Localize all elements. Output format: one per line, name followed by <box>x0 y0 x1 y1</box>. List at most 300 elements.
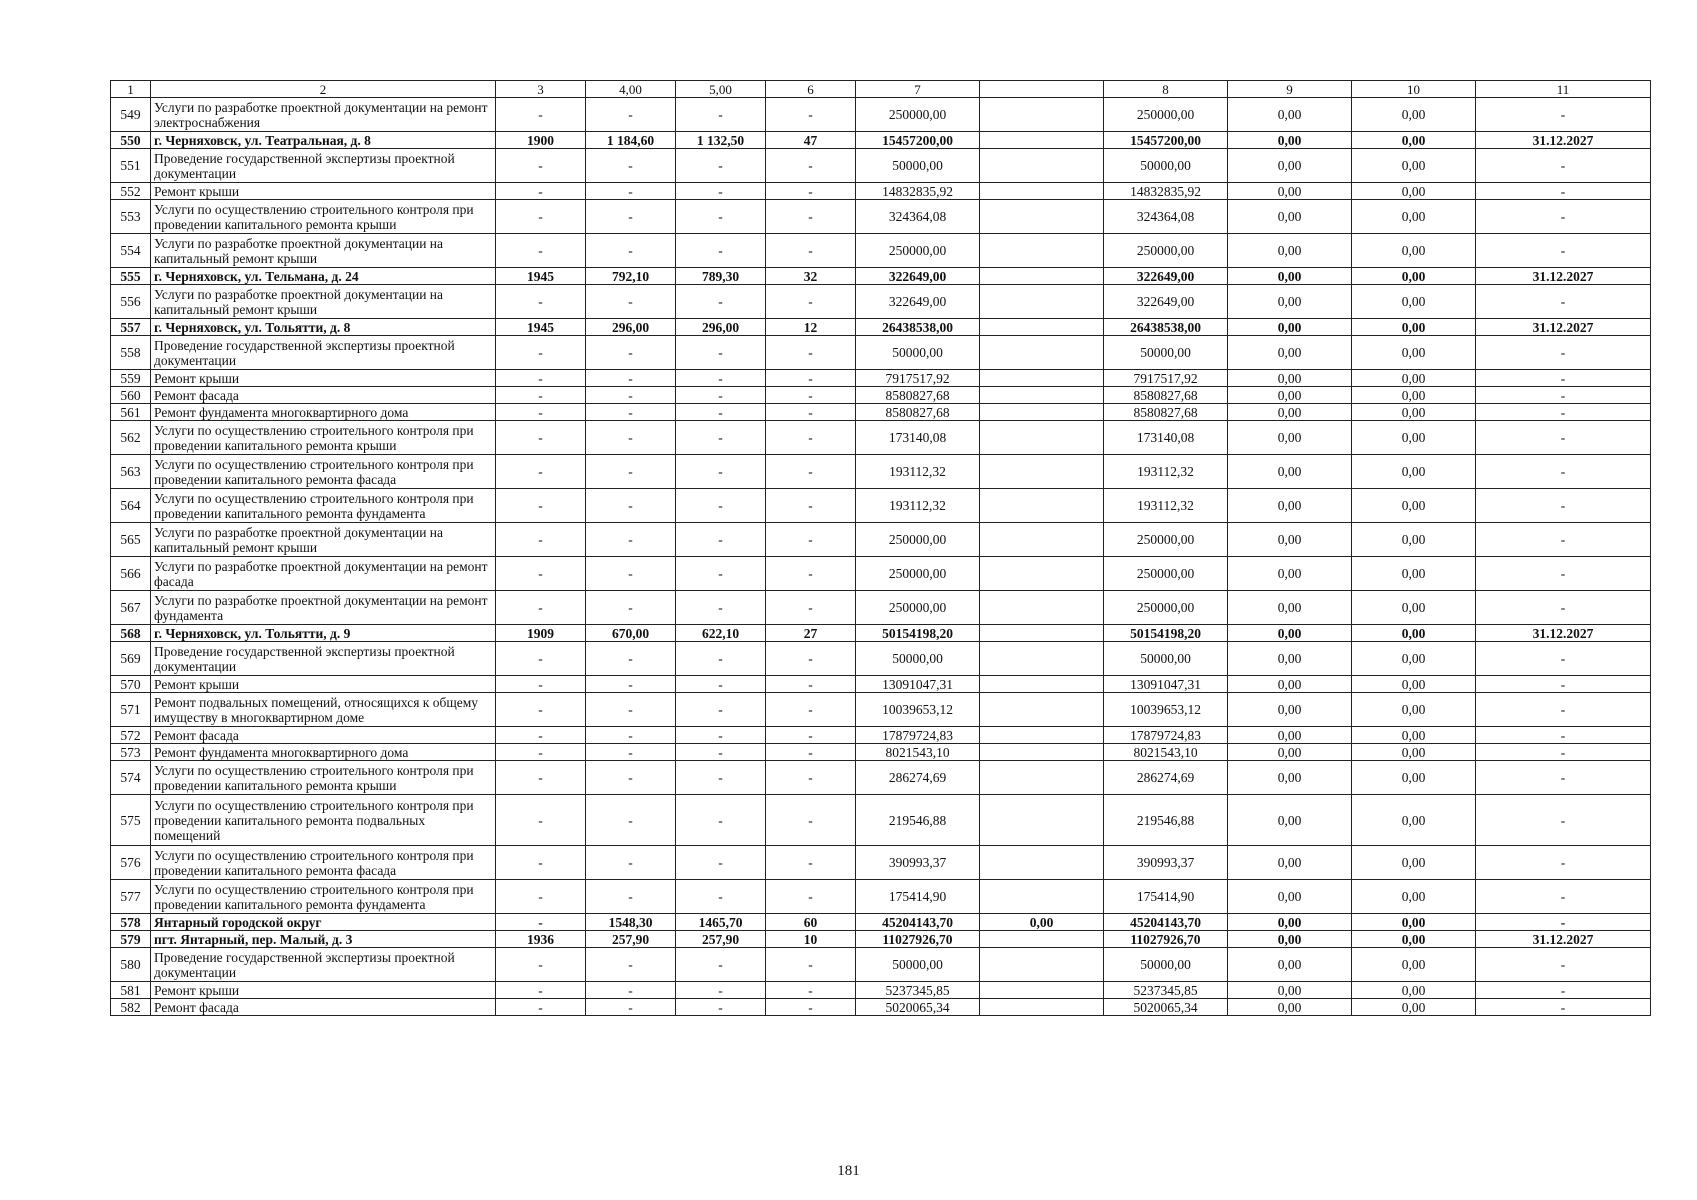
cell-row-number: 563 <box>111 455 151 489</box>
cell-col-11: - <box>1476 744 1651 761</box>
cell-row-number: 560 <box>111 387 151 404</box>
cell-col-7b <box>980 591 1104 625</box>
table-row <box>111 642 1651 676</box>
cell-col-8: 193112,32 <box>1104 455 1228 489</box>
cell-col-10: 0,00 <box>1352 200 1476 234</box>
cell-col-7: 50000,00 <box>856 948 980 982</box>
cell-col-5: - <box>676 727 766 744</box>
cell-col-9: 0,00 <box>1228 999 1352 1016</box>
table-row <box>111 268 1651 285</box>
cell-col-7: 50000,00 <box>856 336 980 370</box>
cell-col-8: 390993,37 <box>1104 846 1228 880</box>
cell-col-11: 31.12.2027 <box>1476 625 1651 642</box>
cell-col-6: - <box>766 370 856 387</box>
cell-col-9: 0,00 <box>1228 982 1352 999</box>
column-header: 2 <box>151 81 496 98</box>
column-header: 5,00 <box>676 81 766 98</box>
cell-col-10: 0,00 <box>1352 880 1476 914</box>
cell-item-name: Ремонт фасада <box>151 387 496 404</box>
cell-col-5: - <box>676 421 766 455</box>
cell-item-name: Проведение государственной экспертизы проектной документации <box>151 336 496 370</box>
cell-row-number: 557 <box>111 319 151 336</box>
cell-col-3: - <box>496 557 586 591</box>
table-row <box>111 132 1651 149</box>
cell-col-4: - <box>586 591 676 625</box>
column-header: 7 <box>856 81 980 98</box>
cell-col-5: - <box>676 200 766 234</box>
cell-item-name: Ремонт фасада <box>151 727 496 744</box>
cell-item-name: Услуги по осуществлению строительного контроля при проведении капитального ремонта крыши <box>151 421 496 455</box>
cell-col-10: 0,00 <box>1352 285 1476 319</box>
cell-col-4: - <box>586 948 676 982</box>
cell-col-7b <box>980 421 1104 455</box>
cell-col-11: - <box>1476 149 1651 183</box>
cell-col-9: 0,00 <box>1228 693 1352 727</box>
cell-col-3: 1945 <box>496 268 586 285</box>
table-body <box>111 81 1651 1016</box>
cell-col-8: 50000,00 <box>1104 149 1228 183</box>
cell-col-8: 250000,00 <box>1104 591 1228 625</box>
cell-col-9: 0,00 <box>1228 234 1352 268</box>
cell-col-6: - <box>766 455 856 489</box>
cell-col-7b <box>980 846 1104 880</box>
cell-col-7: 173140,08 <box>856 421 980 455</box>
cell-col-9: 0,00 <box>1228 455 1352 489</box>
cell-item-name: Ремонт фасада <box>151 999 496 1016</box>
cell-col-10: 0,00 <box>1352 914 1476 931</box>
cell-col-7: 219546,88 <box>856 795 980 846</box>
cell-col-7: 8021543,10 <box>856 744 980 761</box>
column-header: 11 <box>1476 81 1651 98</box>
cell-col-10: 0,00 <box>1352 387 1476 404</box>
cell-col-11: - <box>1476 642 1651 676</box>
cell-row-number: 554 <box>111 234 151 268</box>
cell-col-8: 219546,88 <box>1104 795 1228 846</box>
cell-col-3: - <box>496 761 586 795</box>
cell-col-11: - <box>1476 455 1651 489</box>
cell-col-7b <box>980 982 1104 999</box>
cell-col-3: - <box>496 948 586 982</box>
cell-col-6: - <box>766 234 856 268</box>
cell-col-3: - <box>496 727 586 744</box>
cell-col-6: - <box>766 761 856 795</box>
cell-col-7: 250000,00 <box>856 591 980 625</box>
capital-repair-table <box>110 80 1651 1016</box>
column-header: 4,00 <box>586 81 676 98</box>
cell-col-7: 17879724,83 <box>856 727 980 744</box>
cell-col-4: - <box>586 880 676 914</box>
cell-col-4: - <box>586 183 676 200</box>
cell-col-5: - <box>676 98 766 132</box>
cell-col-8: 250000,00 <box>1104 523 1228 557</box>
cell-col-4: - <box>586 336 676 370</box>
table-row <box>111 200 1651 234</box>
cell-col-11: 31.12.2027 <box>1476 132 1651 149</box>
cell-col-11: - <box>1476 761 1651 795</box>
cell-col-5: 1465,70 <box>676 914 766 931</box>
cell-col-4: - <box>586 693 676 727</box>
cell-col-4: 792,10 <box>586 268 676 285</box>
cell-col-3: - <box>496 693 586 727</box>
cell-row-number: 558 <box>111 336 151 370</box>
cell-col-9: 0,00 <box>1228 795 1352 846</box>
cell-col-6: - <box>766 948 856 982</box>
cell-col-10: 0,00 <box>1352 319 1476 336</box>
cell-col-8: 250000,00 <box>1104 234 1228 268</box>
column-number-row <box>111 81 1651 98</box>
cell-col-9: 0,00 <box>1228 727 1352 744</box>
cell-col-10: 0,00 <box>1352 948 1476 982</box>
table-row <box>111 234 1651 268</box>
cell-col-6: 12 <box>766 319 856 336</box>
cell-col-3: - <box>496 489 586 523</box>
cell-col-11: - <box>1476 183 1651 200</box>
cell-row-number: 564 <box>111 489 151 523</box>
cell-col-6: - <box>766 846 856 880</box>
cell-col-11: - <box>1476 727 1651 744</box>
cell-col-11: - <box>1476 982 1651 999</box>
cell-col-3: 1909 <box>496 625 586 642</box>
cell-col-3: - <box>496 234 586 268</box>
table-row <box>111 149 1651 183</box>
cell-col-7b <box>980 370 1104 387</box>
cell-col-7b <box>980 999 1104 1016</box>
cell-col-7: 45204143,70 <box>856 914 980 931</box>
cell-col-7: 10039653,12 <box>856 693 980 727</box>
cell-item-name: Ремонт фундамента многоквартирного дома <box>151 404 496 421</box>
cell-col-9: 0,00 <box>1228 761 1352 795</box>
cell-col-8: 8580827,68 <box>1104 404 1228 421</box>
cell-col-7b <box>980 744 1104 761</box>
cell-col-7b <box>980 523 1104 557</box>
cell-col-7b <box>980 795 1104 846</box>
cell-col-9: 0,00 <box>1228 489 1352 523</box>
cell-col-7b <box>980 149 1104 183</box>
cell-col-8: 50154198,20 <box>1104 625 1228 642</box>
cell-item-name: Услуги по разработке проектной документации на капитальный ремонт крыши <box>151 285 496 319</box>
table-row <box>111 183 1651 200</box>
cell-item-name: Услуги по осуществлению строительного контроля при проведении капитального ремонта фасада <box>151 846 496 880</box>
cell-col-3: 1900 <box>496 132 586 149</box>
cell-col-5: - <box>676 455 766 489</box>
cell-col-7b <box>980 557 1104 591</box>
cell-col-3: - <box>496 642 586 676</box>
cell-col-7: 390993,37 <box>856 846 980 880</box>
cell-col-6: 27 <box>766 625 856 642</box>
cell-col-8: 8021543,10 <box>1104 744 1228 761</box>
cell-item-name: Услуги по разработке проектной документации на капитальный ремонт крыши <box>151 523 496 557</box>
cell-col-11: - <box>1476 880 1651 914</box>
cell-col-4: 670,00 <box>586 625 676 642</box>
table-row <box>111 319 1651 336</box>
table-row <box>111 948 1651 982</box>
cell-col-6: - <box>766 591 856 625</box>
cell-col-7: 193112,32 <box>856 455 980 489</box>
cell-col-7b <box>980 676 1104 693</box>
cell-col-4: - <box>586 404 676 421</box>
cell-row-number: 552 <box>111 183 151 200</box>
cell-col-4: - <box>586 727 676 744</box>
cell-col-4: - <box>586 761 676 795</box>
cell-col-5: - <box>676 557 766 591</box>
cell-col-3: - <box>496 744 586 761</box>
cell-col-4: 296,00 <box>586 319 676 336</box>
cell-col-10: 0,00 <box>1352 744 1476 761</box>
cell-col-11: - <box>1476 914 1651 931</box>
cell-col-7: 250000,00 <box>856 557 980 591</box>
cell-col-9: 0,00 <box>1228 132 1352 149</box>
cell-col-10: 0,00 <box>1352 404 1476 421</box>
cell-col-4: - <box>586 999 676 1016</box>
cell-col-9: 0,00 <box>1228 285 1352 319</box>
cell-col-10: 0,00 <box>1352 931 1476 948</box>
cell-col-6: - <box>766 336 856 370</box>
cell-col-5: 622,10 <box>676 625 766 642</box>
cell-col-11: - <box>1476 591 1651 625</box>
cell-col-7b <box>980 319 1104 336</box>
cell-col-7: 322649,00 <box>856 285 980 319</box>
cell-col-4: - <box>586 149 676 183</box>
cell-col-10: 0,00 <box>1352 149 1476 183</box>
cell-row-number: 553 <box>111 200 151 234</box>
cell-col-8: 15457200,00 <box>1104 132 1228 149</box>
cell-col-9: 0,00 <box>1228 336 1352 370</box>
cell-col-7: 250000,00 <box>856 234 980 268</box>
table-row <box>111 693 1651 727</box>
cell-col-10: 0,00 <box>1352 591 1476 625</box>
table-row <box>111 489 1651 523</box>
cell-item-name: Ремонт крыши <box>151 982 496 999</box>
cell-col-10: 0,00 <box>1352 234 1476 268</box>
cell-col-11: - <box>1476 999 1651 1016</box>
cell-col-5: - <box>676 523 766 557</box>
cell-col-10: 0,00 <box>1352 625 1476 642</box>
cell-col-3: - <box>496 421 586 455</box>
cell-col-6: - <box>766 523 856 557</box>
cell-col-11: - <box>1476 387 1651 404</box>
column-header: 6 <box>766 81 856 98</box>
cell-col-7b <box>980 336 1104 370</box>
cell-row-number: 582 <box>111 999 151 1016</box>
cell-col-7b: 0,00 <box>980 914 1104 931</box>
table-row <box>111 370 1651 387</box>
cell-row-number: 565 <box>111 523 151 557</box>
cell-col-7: 5237345,85 <box>856 982 980 999</box>
cell-col-5: - <box>676 846 766 880</box>
cell-col-5: - <box>676 183 766 200</box>
cell-col-7: 286274,69 <box>856 761 980 795</box>
cell-col-11: - <box>1476 336 1651 370</box>
cell-col-3: - <box>496 914 586 931</box>
cell-col-8: 17879724,83 <box>1104 727 1228 744</box>
cell-item-name: Услуги по разработке проектной документации на капитальный ремонт крыши <box>151 234 496 268</box>
cell-col-11: - <box>1476 557 1651 591</box>
cell-col-5: - <box>676 744 766 761</box>
cell-col-9: 0,00 <box>1228 387 1352 404</box>
cell-col-11: - <box>1476 523 1651 557</box>
cell-col-6: - <box>766 285 856 319</box>
cell-col-4: - <box>586 370 676 387</box>
cell-row-number: 571 <box>111 693 151 727</box>
cell-col-6: - <box>766 149 856 183</box>
cell-col-4: - <box>586 489 676 523</box>
cell-col-5: - <box>676 149 766 183</box>
cell-col-5: - <box>676 591 766 625</box>
cell-col-5: - <box>676 676 766 693</box>
cell-row-number: 549 <box>111 98 151 132</box>
table-row <box>111 98 1651 132</box>
cell-col-8: 193112,32 <box>1104 489 1228 523</box>
cell-col-9: 0,00 <box>1228 319 1352 336</box>
cell-col-10: 0,00 <box>1352 336 1476 370</box>
cell-col-7b <box>980 880 1104 914</box>
cell-col-6: - <box>766 693 856 727</box>
cell-col-7b <box>980 727 1104 744</box>
cell-row-number: 568 <box>111 625 151 642</box>
cell-col-4: - <box>586 744 676 761</box>
cell-col-10: 0,00 <box>1352 727 1476 744</box>
cell-col-11: - <box>1476 370 1651 387</box>
cell-col-7b <box>980 98 1104 132</box>
cell-col-5: - <box>676 795 766 846</box>
cell-col-5: 789,30 <box>676 268 766 285</box>
cell-col-6: - <box>766 557 856 591</box>
cell-col-9: 0,00 <box>1228 98 1352 132</box>
cell-col-7b <box>980 625 1104 642</box>
cell-item-name: Проведение государственной экспертизы проектной документации <box>151 149 496 183</box>
cell-col-5: - <box>676 404 766 421</box>
cell-row-number: 555 <box>111 268 151 285</box>
cell-col-4: - <box>586 234 676 268</box>
cell-col-5: - <box>676 999 766 1016</box>
cell-col-7: 322649,00 <box>856 268 980 285</box>
cell-col-11: - <box>1476 234 1651 268</box>
cell-col-5: - <box>676 761 766 795</box>
cell-col-7: 50000,00 <box>856 149 980 183</box>
cell-col-5: - <box>676 489 766 523</box>
cell-col-10: 0,00 <box>1352 132 1476 149</box>
cell-col-9: 0,00 <box>1228 370 1352 387</box>
cell-col-5: 1 132,50 <box>676 132 766 149</box>
cell-col-6: - <box>766 642 856 676</box>
cell-col-7: 7917517,92 <box>856 370 980 387</box>
cell-item-name: Услуги по разработке проектной документации на ремонт электроснабжения <box>151 98 496 132</box>
cell-col-7b <box>980 761 1104 795</box>
table-row <box>111 557 1651 591</box>
cell-col-5: 296,00 <box>676 319 766 336</box>
table-row <box>111 625 1651 642</box>
cell-col-10: 0,00 <box>1352 557 1476 591</box>
cell-row-number: 579 <box>111 931 151 948</box>
cell-col-3: 1945 <box>496 319 586 336</box>
cell-col-7: 8580827,68 <box>856 404 980 421</box>
cell-col-7: 26438538,00 <box>856 319 980 336</box>
cell-col-8: 5237345,85 <box>1104 982 1228 999</box>
cell-col-10: 0,00 <box>1352 999 1476 1016</box>
cell-col-4: - <box>586 98 676 132</box>
cell-col-8: 50000,00 <box>1104 948 1228 982</box>
cell-col-7b <box>980 268 1104 285</box>
cell-col-6: 10 <box>766 931 856 948</box>
cell-row-number: 550 <box>111 132 151 149</box>
cell-col-6: 47 <box>766 132 856 149</box>
cell-col-7: 15457200,00 <box>856 132 980 149</box>
cell-item-name: Проведение государственной экспертизы проектной документации <box>151 642 496 676</box>
cell-col-7: 50000,00 <box>856 642 980 676</box>
cell-col-5: - <box>676 234 766 268</box>
cell-col-6: 32 <box>766 268 856 285</box>
table-row <box>111 744 1651 761</box>
cell-row-number: 567 <box>111 591 151 625</box>
column-header: 3 <box>496 81 586 98</box>
cell-item-name: Ремонт крыши <box>151 676 496 693</box>
table-row <box>111 591 1651 625</box>
cell-col-9: 0,00 <box>1228 931 1352 948</box>
cell-col-10: 0,00 <box>1352 846 1476 880</box>
cell-col-3: - <box>496 200 586 234</box>
column-header: 8 <box>1104 81 1228 98</box>
cell-col-3: - <box>496 523 586 557</box>
cell-col-4: - <box>586 557 676 591</box>
cell-col-3: 1936 <box>496 931 586 948</box>
cell-col-6: - <box>766 880 856 914</box>
cell-col-8: 322649,00 <box>1104 268 1228 285</box>
cell-col-7b <box>980 200 1104 234</box>
table-row <box>111 761 1651 795</box>
cell-col-10: 0,00 <box>1352 421 1476 455</box>
table-row <box>111 914 1651 931</box>
cell-col-6: 60 <box>766 914 856 931</box>
cell-col-8: 26438538,00 <box>1104 319 1228 336</box>
cell-col-10: 0,00 <box>1352 370 1476 387</box>
table-row <box>111 523 1651 557</box>
cell-col-3: - <box>496 183 586 200</box>
cell-row-number: 577 <box>111 880 151 914</box>
cell-col-3: - <box>496 149 586 183</box>
cell-col-8: 14832835,92 <box>1104 183 1228 200</box>
cell-col-7b <box>980 404 1104 421</box>
cell-col-6: - <box>766 387 856 404</box>
table-row <box>111 387 1651 404</box>
cell-item-name: г. Черняховск, ул. Театральная, д. 8 <box>151 132 496 149</box>
cell-col-5: - <box>676 642 766 676</box>
cell-col-6: - <box>766 727 856 744</box>
cell-col-4: - <box>586 676 676 693</box>
cell-col-9: 0,00 <box>1228 744 1352 761</box>
cell-col-5: - <box>676 880 766 914</box>
cell-col-8: 45204143,70 <box>1104 914 1228 931</box>
cell-row-number: 559 <box>111 370 151 387</box>
cell-col-8: 7917517,92 <box>1104 370 1228 387</box>
cell-col-9: 0,00 <box>1228 200 1352 234</box>
cell-col-6: - <box>766 676 856 693</box>
cell-item-name: Ремонт фундамента многоквартирного дома <box>151 744 496 761</box>
cell-col-7: 5020065,34 <box>856 999 980 1016</box>
cell-item-name: Услуги по осуществлению строительного контроля при проведении капитального ремонта подвальных помещений <box>151 795 496 846</box>
cell-col-4: - <box>586 846 676 880</box>
cell-col-7b <box>980 489 1104 523</box>
cell-col-8: 11027926,70 <box>1104 931 1228 948</box>
cell-col-11: 31.12.2027 <box>1476 268 1651 285</box>
cell-col-9: 0,00 <box>1228 557 1352 591</box>
table-row <box>111 999 1651 1016</box>
cell-col-6: - <box>766 795 856 846</box>
table-row <box>111 727 1651 744</box>
cell-col-9: 0,00 <box>1228 642 1352 676</box>
cell-col-4: - <box>586 523 676 557</box>
cell-col-3: - <box>496 982 586 999</box>
cell-col-4: 1548,30 <box>586 914 676 931</box>
